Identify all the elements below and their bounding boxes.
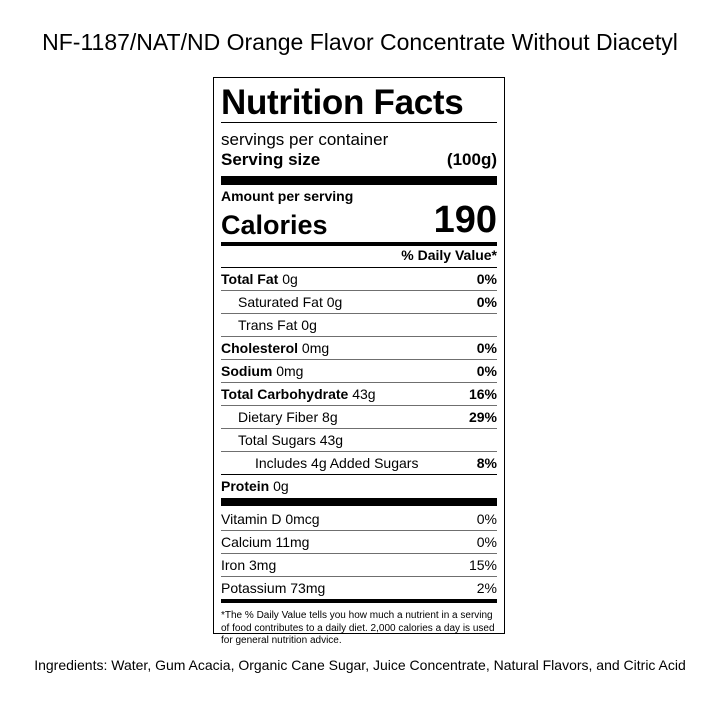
vitamin-dv: 0% — [476, 534, 497, 550]
nutrient-name: Trans Fat — [238, 317, 298, 333]
nutrient-row-total-fat — [221, 267, 497, 290]
nutrient-row-total-carbohydrate — [221, 382, 497, 405]
nutrient-name: Sodium — [221, 363, 273, 379]
calories-value: 190 — [433, 199, 497, 241]
nutrient-name: Protein — [221, 478, 270, 494]
nutrient-amount: 0g — [273, 478, 289, 494]
serving-size-row — [221, 150, 497, 170]
serving-size-label: Serving size — [221, 150, 321, 169]
vitamin-text: Vitamin D 0mcg — [221, 511, 320, 527]
ingredients-text: Ingredients: Water, Gum Acacia, Organic Cane Sugar, Juice Concentrate, Natural Flavors, and Citric Acid — [34, 657, 686, 673]
vitamin-dv: 2% — [476, 580, 497, 596]
nutrient-name: Total Fat — [221, 271, 279, 287]
nutrient-dv: 0% — [476, 363, 497, 379]
nutrient-name: Total Carbohydrate — [221, 386, 349, 402]
serving-size-value: (100g) — [446, 150, 497, 169]
page-title: NF-1187/NAT/ND Orange Flavor Concentrate Without Diacetyl — [42, 29, 678, 55]
nutrient-name: Dietary Fiber — [238, 409, 319, 425]
vitamin-text: Calcium 11mg — [221, 534, 310, 550]
nutrient-dv: 16% — [468, 386, 497, 402]
nutrition-facts-heading: Nutrition Facts — [221, 83, 464, 122]
nutrient-dv: 29% — [468, 409, 497, 425]
amount-per-serving: Amount per serving — [221, 188, 354, 204]
nutrient-dv: 8% — [476, 455, 497, 471]
nutrient-amount: 0g — [326, 294, 343, 310]
nutrient-amount: 8g — [322, 409, 338, 425]
vitamin-row-vitamin-d — [221, 508, 497, 530]
servings-per-container: servings per container — [221, 130, 389, 149]
nutrient-row-protein — [221, 474, 497, 497]
thick-divider — [221, 176, 497, 185]
vitamin-text: Iron 3mg — [221, 557, 277, 573]
nutrient-row-trans-fat — [221, 313, 497, 336]
nutrient-amount: 0mg — [276, 363, 304, 379]
nutrient-amount: 0g — [301, 317, 317, 333]
nutrient-amount: 0g — [282, 271, 298, 287]
nutrient-name: Saturated Fat — [238, 294, 323, 310]
nutrient-amount: 43g — [319, 432, 344, 448]
nutrient-amount: 43g — [352, 386, 376, 402]
nutrient-row-saturated-fat — [221, 290, 497, 313]
nutrient-row-added-sugars — [221, 451, 497, 474]
nutrient-name: Total Sugars — [238, 432, 316, 448]
vitamin-row-iron — [221, 553, 497, 576]
divider — [221, 122, 497, 123]
nutrient-name: Cholesterol — [221, 340, 299, 356]
medium-divider — [221, 599, 497, 603]
vitamin-text: Potassium 73mg — [221, 580, 326, 596]
vitamin-row-calcium — [221, 530, 497, 553]
nutrient-dv: 0% — [476, 340, 497, 356]
nutrient-amount: 0mg — [301, 340, 330, 356]
nutrition-facts-label — [213, 77, 505, 646]
nutrient-dv: 0% — [476, 294, 497, 310]
nutrient-row-sodium — [221, 359, 497, 382]
vitamin-dv: 15% — [468, 557, 497, 573]
nutrient-row-cholesterol — [221, 336, 497, 359]
calories-label: Calories — [221, 210, 328, 240]
nutrient-row-total-sugars — [221, 428, 497, 451]
thick-divider — [221, 498, 497, 506]
daily-value-footnote: *The % Daily Value tells you how much a nutrient in a serving of food contributes to a daily diet. 2,000 calories a day is used for general nutrition advice. — [221, 610, 495, 646]
calories-row — [221, 199, 497, 241]
nutrient-name: Includes 4g Added Sugars — [255, 455, 419, 471]
nutrient-row-dietary-fiber — [221, 405, 497, 428]
vitamin-row-potassium — [221, 576, 497, 599]
vitamin-dv: 0% — [476, 511, 497, 527]
daily-value-header: % Daily Value* — [401, 247, 497, 263]
nutrient-dv: 0% — [476, 271, 497, 287]
